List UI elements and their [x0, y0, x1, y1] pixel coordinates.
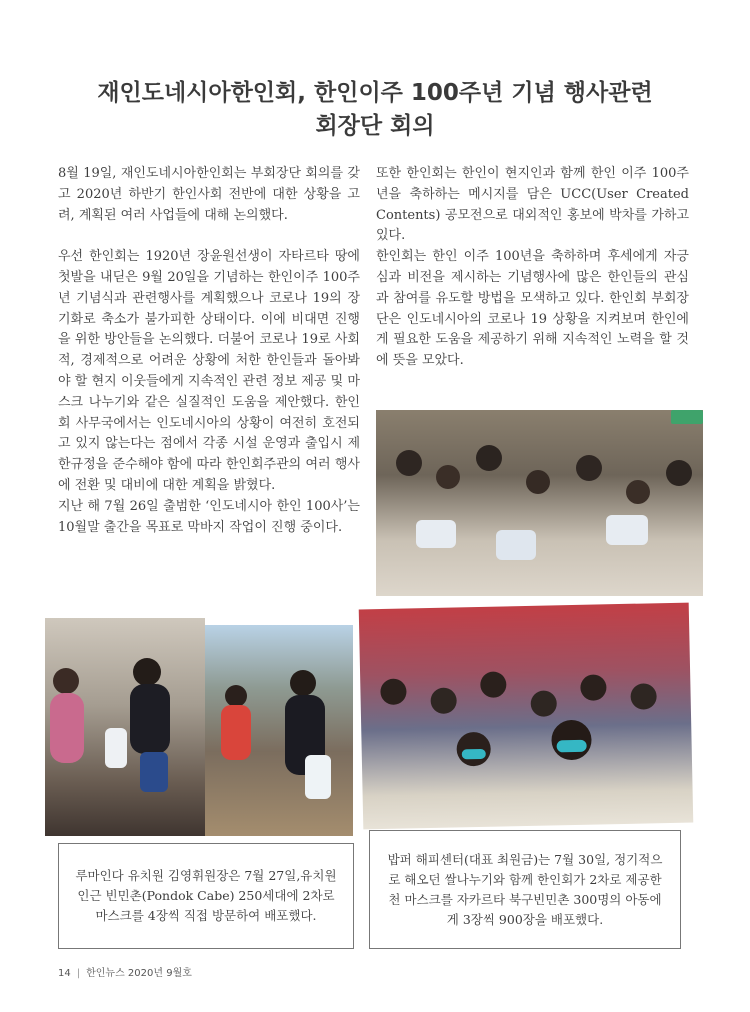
- article-left-column: [58, 164, 360, 538]
- article-title-line-1: 재인도네시아한인회, 한인이주 100주년 기념 행사관련: [97, 80, 653, 106]
- paragraph-commemoration: 한인회는 한인 이주 100년을 축하하며 후세에게 자긍심과 비전을 제시하는 기념행사에 많은 한인들의 관심과 참여를 유도할 방법을 모색하고 있다. 한인회 부회장단은 인도네시아의 코로나 19 상황을 지켜보며 한인에게 필요한 도움을 제공하기 위해 지속적인 노력을 할 것에 뜻을 모았다.: [376, 249, 689, 369]
- photo-mask-distribution-door: [45, 618, 205, 836]
- photo-mask-distribution-street: [205, 625, 353, 836]
- caption-right-text: 밥퍼 해피센터(대표 최원금)는 7월 30일, 정기적으로 해오던 쌀나누기와 함께 한인회가 2차로 제공한 천 마스크를 자카르타 북구빈민촌 300명의 아동에게 3장씩 900장을 배포했다.: [387, 851, 663, 927]
- caption-box-left: [58, 843, 354, 949]
- paragraph-meeting: 8월 19일, 재인도네시아한인회는 부회장단 회의를 갖고 2020년 하반기 한인사회 전반에 대한 상황을 고려, 계획된 여러 사업들에 대해 논의했다.: [58, 166, 360, 223]
- photo-children-with-rice-bags: [376, 410, 703, 596]
- photo-children-with-masks: [359, 603, 694, 830]
- paragraph-ucc-contest: 또한 한인회는 한인이 현지인과 함께 한인 이주 100주년을 축하하는 메시지를 담은 UCC(User Created Contents) 공모전으로 대외적인 홍보에 박차를 가하고 있다.: [376, 166, 689, 244]
- caption-left-text: 루마인다 유치원 김영휘원장은 7월 27일,유치원 인근 빈민촌(Pondok Cabe) 250세대에 2차로 마스크를 4장씩 직접 방문하여 배포했다.: [75, 868, 337, 923]
- publication-name: 한인뉴스 2020년 9월호: [86, 968, 192, 979]
- article-title-line-2: 회장단 회의: [315, 113, 435, 139]
- paragraph-centennial: 우선 한인회는 1920년 장윤원선생이 자타르타 땅에 첫발을 내딛은 9월 20일을 기념하는 한인이주 100주년 기념식과 관련행사를 계획했으나 코로나 19의 장기화로 축소가 불가피한 상태이다. 이에 비대면 진행을 위한 방안들을 논의했다. 더불어 코로나 19로 사회적, 경제적으로 어려운 상황에 처한 한인들과 돌아봐야 할 현지 이웃들에게 지속적인 관련 정보 제공 및 마스크 나누기와 같은 실질적인 도움을 제안했다. 한인회 사무국에서는 인도네시아의 상황이 여전히 호전되고 있지 않는다는 점에서 각종 시설 운영과 출입시 제한규정을 준수해야 함에 따라 한인회주관의 여러 행사에 전환 및 대비에 대한 계획을 밝혔다.: [58, 249, 360, 493]
- caption-box-right: [369, 830, 681, 949]
- paragraph-history-book: 지난 해 7월 26일 출범한 ‘인도네시아 한인 100사’는 10월말 출간을 목표로 막바지 작업이 진행 중이다.: [58, 498, 360, 535]
- page-footer: [58, 964, 192, 979]
- article-title: [40, 77, 710, 143]
- footer-separator: |: [76, 968, 81, 979]
- page-number: 14: [58, 968, 71, 979]
- article-right-column: [376, 164, 689, 372]
